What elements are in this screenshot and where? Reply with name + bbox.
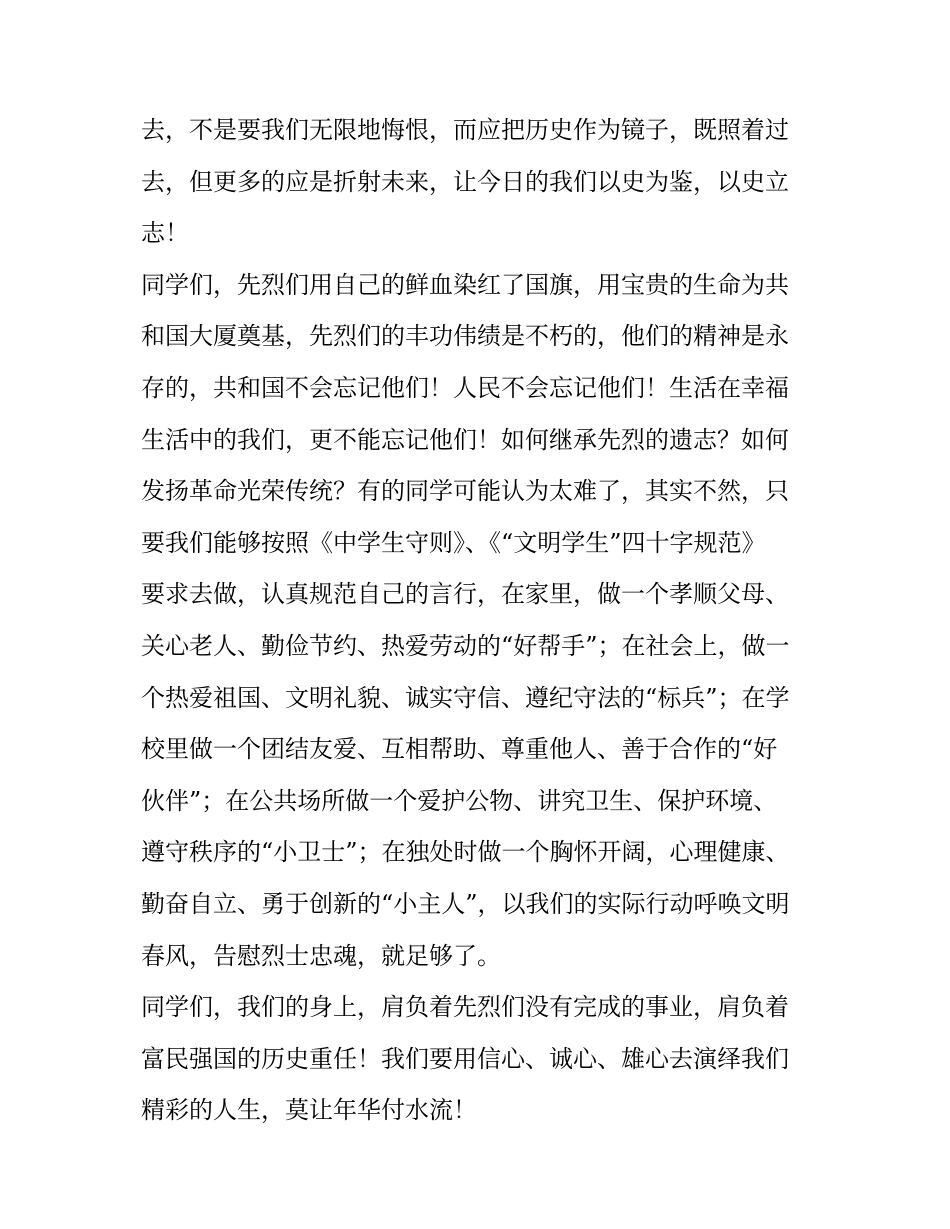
text-line: 伙伴”；在公共场所做一个爱护公物、讲究卫生、保护环境、: [141, 786, 778, 815]
text-line: 遵守秩序的“小卫士”；在独处时做一个胸怀开阔，心理健康、: [141, 838, 790, 867]
text-line: 春风，告慰烈士忠魂，就足够了。: [141, 941, 501, 970]
text-line: 存的，共和国不会忘记他们！人民不会忘记他们！生活在幸福: [141, 373, 789, 402]
paragraph-2: [141, 260, 813, 982]
text-line: 富民强国的历史重任！我们要用信心、诚心、雄心去演绎我们: [141, 1044, 789, 1073]
text-line: 去，不是要我们无限地悔恨，而应把历史作为镜子，既照着过: [141, 116, 789, 144]
text-line: 和国大厦奠基，先烈们的丰功伟绩是不朽的，他们的精神是永: [141, 322, 789, 351]
text-line: 要我们能够按照《中学生守则》、《“文明学生”四十字规范》: [141, 528, 766, 557]
text-line: 同学们，我们的身上，肩负着先烈们没有完成的事业，肩负着: [141, 993, 789, 1022]
text-line: 同学们，先烈们用自己的鲜血染红了国旗，用宝贵的生命为共: [141, 270, 789, 299]
text-line: 去，但更多的应是折射未来，让今日的我们以史为鉴，以史立: [141, 167, 789, 196]
text-line: 志！: [141, 219, 189, 248]
paragraph-1: [141, 105, 813, 260]
text-line: 精彩的人生，莫让年华付水流！: [141, 1096, 477, 1125]
text-line: 发扬革命光荣传统？有的同学可能认为太难了，其实不然，只: [141, 477, 789, 506]
paragraph-3: [141, 982, 813, 1137]
text-line: 要求去做，认真规范自己的言行，在家里，做一个孝顺父母、: [141, 580, 789, 609]
text-line: 生活中的我们，更不能忘记他们！如何继承先烈的遗志？如何: [141, 425, 789, 454]
text-line: 勤奋自立、勇于创新的“小主人”，以我们的实际行动呼唤文明: [141, 889, 790, 918]
text-line: 个热爱祖国、文明礼貌、诚实守信、遵纪守法的“标兵”；在学: [141, 683, 790, 712]
document-body: [141, 105, 813, 1137]
text-line: 关心老人、勤俭节约、热爱劳动的“好帮手”；在社会上，做一: [141, 631, 790, 660]
text-line: 校里做一个团结友爱、互相帮助、尊重他人、善于合作的“好: [141, 735, 778, 764]
